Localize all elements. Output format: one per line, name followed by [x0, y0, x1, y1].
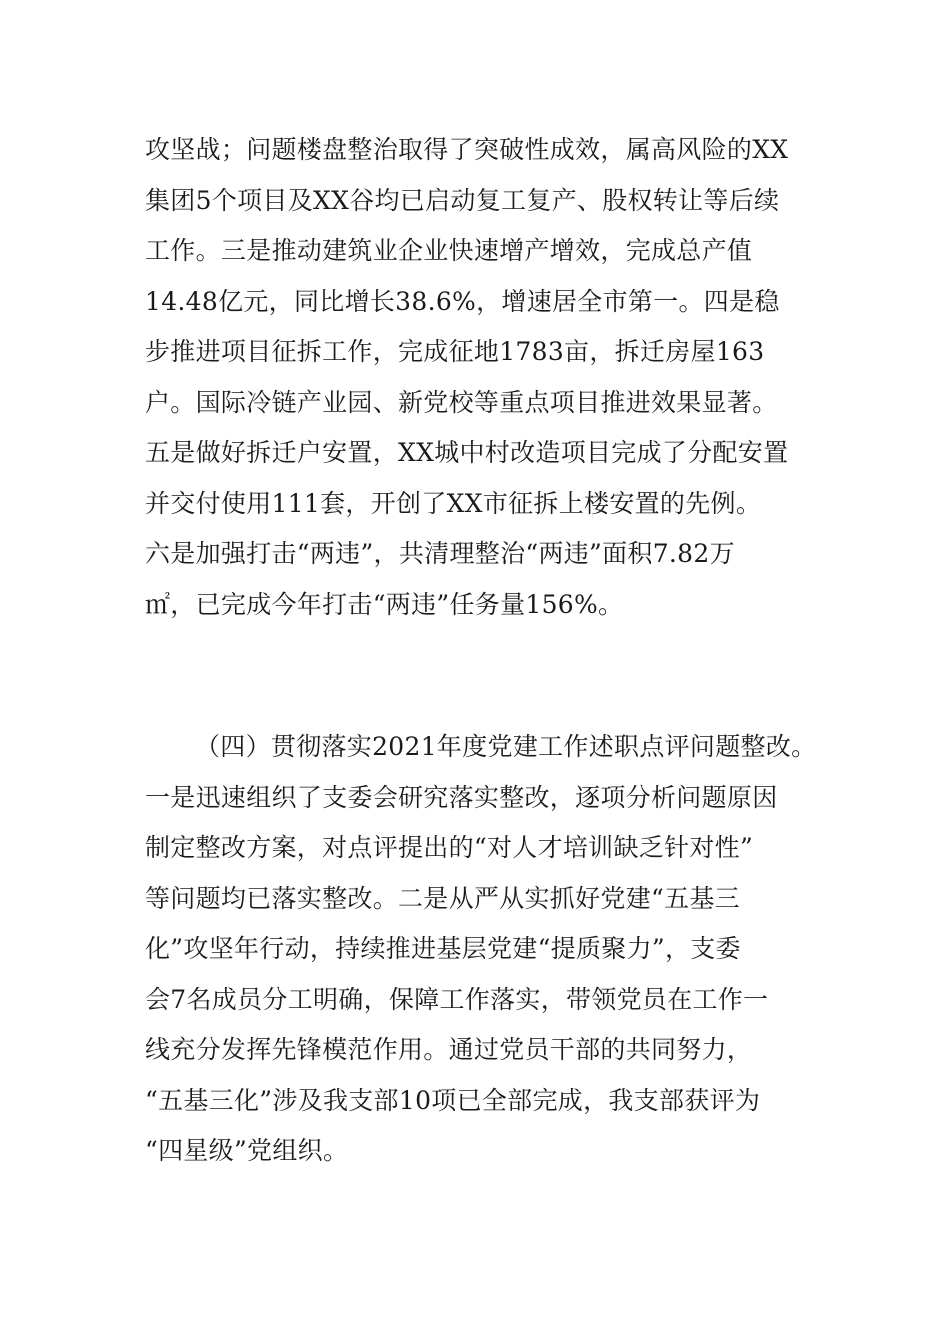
- text-line: 攻坚战；问题楼盘整治取得了突破性成效，属高风险的XX: [145, 135, 789, 164]
- text-line: 会7名成员分工明确，保障工作落实，带领党员在工作一: [145, 984, 769, 1014]
- text-line: 六是加强打击“两违”，共清理整治“两违”面积7.82万: [145, 539, 735, 568]
- text-line-indented: （四）贯彻落实2021年度党建工作述职点评问题整改。: [195, 732, 817, 761]
- text-line: 线充分发挥先锋模范作用。通过党员干部的共同努力，: [145, 1035, 753, 1064]
- text-line: 户。国际冷链产业园、新党校等重点项目推进效果显著。: [145, 387, 778, 417]
- text-line: “五基三化”涉及我支部10项已全部完成，我支部获评为: [145, 1085, 761, 1115]
- text-line: 步推进项目征拆工作，完成征地1783亩，拆迁房屋163: [145, 337, 765, 366]
- text-line: 一是迅速组织了支委会研究落实整改，逐项分析问题原因: [145, 782, 778, 812]
- text-line: 等问题均已落实整改。二是从严从实抓好党建“五基三: [145, 883, 740, 913]
- paragraph-rectification: [145, 722, 865, 1177]
- text-line: 化”攻坚年行动，持续推进基层党建“提质聚力”，支委: [145, 934, 741, 963]
- paragraph-work-results: [145, 125, 865, 630]
- text-line: 集团5个项目及XX谷均已启动复工复产、股权转让等后续: [145, 185, 780, 215]
- text-line: “四星级”党组织。: [145, 1136, 349, 1165]
- text-line: 制定整改方案，对点评提出的“对人才培训缺乏针对性”: [145, 833, 754, 862]
- text-line: ㎡，已完成今年打击“两违”任务量156%。: [145, 589, 624, 619]
- text-line: 工作。三是推动建筑业企业快速增产增效，完成总产值: [145, 236, 753, 265]
- text-line: 14.48亿元，同比增长38.6%，增速居全市第一。四是稳: [145, 286, 780, 316]
- text-line: 并交付使用111套，开创了XX市征拆上楼安置的先例。: [145, 488, 762, 518]
- text-line: 五是做好拆迁户安置，XX城中村改造项目完成了分配安置: [145, 438, 789, 467]
